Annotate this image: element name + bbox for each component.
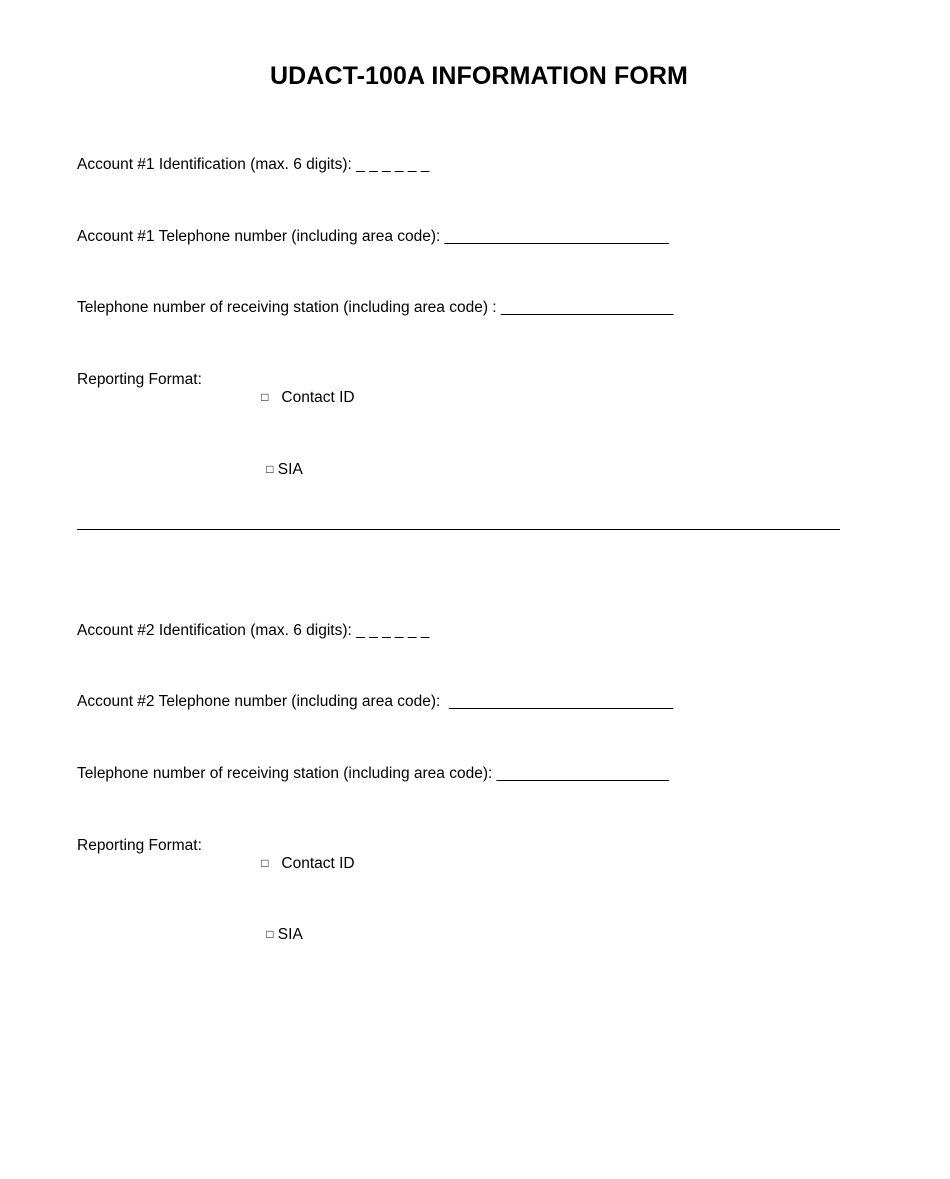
account-2-receiving-station-field[interactable]: Telephone number of receiving station (including area code): ____________________: [77, 765, 670, 782]
account-1-telephone-field[interactable]: Account #1 Telephone number (including area code): __________________________: [77, 228, 669, 245]
account-2-contact-id-option[interactable]: [244, 837, 355, 891]
account-1-contact-id-option[interactable]: [244, 371, 355, 425]
sia-label: SIA: [277, 926, 303, 943]
checkbox-icon[interactable]: □: [266, 927, 274, 941]
contact-id-label: Contact ID: [281, 389, 355, 406]
account-1-receiving-station-field[interactable]: Telephone number of receiving station (including area code) : ____________________: [77, 299, 674, 316]
contact-id-label: Contact ID: [281, 855, 355, 872]
section-divider: [77, 529, 840, 530]
sia-label: SIA: [277, 461, 303, 478]
checkbox-icon[interactable]: □: [261, 856, 269, 870]
account-2-identification-field[interactable]: Account #2 Identification (max. 6 digits): _ _ _ _ _ _: [77, 622, 430, 639]
account-1-identification-field[interactable]: Account #1 Identification (max. 6 digits): _ _ _ _ _ _: [77, 156, 430, 173]
checkbox-icon[interactable]: □: [261, 390, 269, 404]
account-1-reporting-format-label: Reporting Format:: [77, 371, 202, 388]
form-title: UDACT-100A INFORMATION FORM: [270, 62, 688, 90]
account-2-sia-option[interactable]: [249, 908, 303, 962]
checkbox-icon[interactable]: □: [266, 462, 274, 476]
account-2-telephone-field[interactable]: Account #2 Telephone number (including area code): __________________________: [77, 693, 674, 710]
account-1-sia-option[interactable]: [249, 443, 303, 497]
account-2-reporting-format-label: Reporting Format:: [77, 837, 202, 854]
